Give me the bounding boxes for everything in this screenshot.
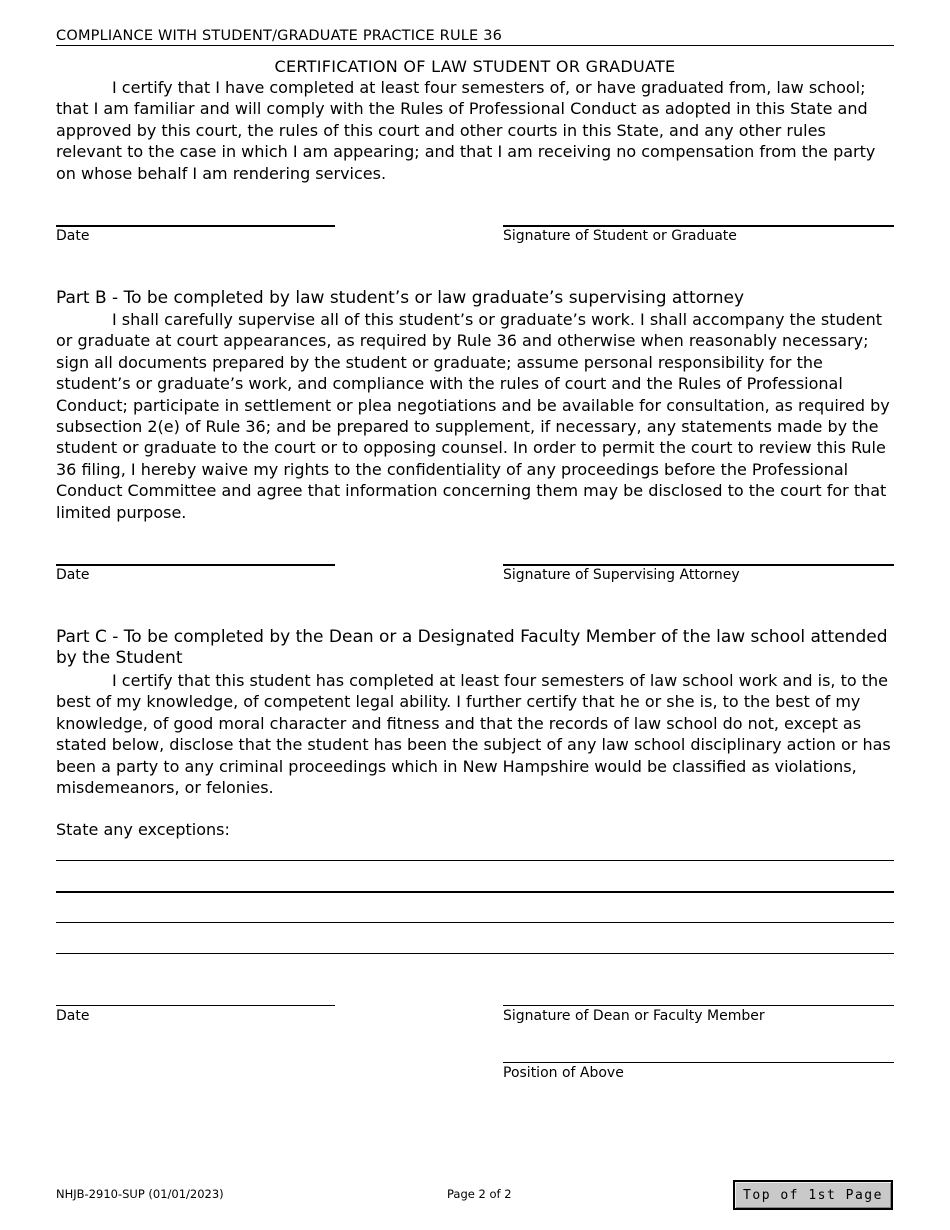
part-a-date-field[interactable] — [56, 225, 335, 227]
part-b-signature-field[interactable] — [503, 564, 894, 566]
part-c-date-label: Date — [56, 1008, 90, 1024]
position-label: Position of Above — [503, 1065, 624, 1081]
exceptions-line-3[interactable] — [56, 922, 894, 923]
exceptions-label: State any exceptions: — [56, 820, 230, 839]
exceptions-line-2[interactable] — [56, 891, 894, 893]
part-a-paragraph: I certify that I have completed at least four semesters of, or have graduated from, law school; that I am familiar and will comply with the Rules of Professional Conduct as adopted in this State and approved by this court, the rules of this court and other courts in this State, and any other rules relevant to the case in which I am appearing; and that I am receiving no compensation from the party on whose behalf I am rendering services. — [56, 78, 876, 183]
part-a-signature-field[interactable] — [503, 225, 894, 227]
certification-title: CERTIFICATION OF LAW STUDENT OR GRADUATE — [274, 57, 676, 76]
part-b-heading: Part B - To be completed by law student’s or law graduate’s supervising attorney — [56, 288, 745, 308]
part-c-heading: Part C - To be completed by the Dean or a Designated Faculty Member of the law school attended by the Student — [56, 627, 888, 668]
part-a-signature-label: Signature of Student or Graduate — [503, 228, 737, 244]
part-c-paragraph: I certify that this student has completed at least four semesters of law school work and is, to the best of my knowledge, of competent legal ability. I further certify that he or she is, to the best of my knowledge, of good moral character and fitness and that the records of law school do not, except as stated below, disclose that the student has been the subject of any law school disciplinary action or has been a party to any criminal proceedings which in New Hampshire would be classified as violations, misdemeanors, or felonies. — [56, 671, 891, 798]
part-c-signature-label: Signature of Dean or Faculty Member — [503, 1008, 765, 1024]
part-c-signature-field[interactable] — [503, 1005, 894, 1006]
form-header-title: COMPLIANCE WITH STUDENT/GRADUATE PRACTICE RULE 36 — [56, 28, 894, 46]
part-b-signature-label: Signature of Supervising Attorney — [503, 567, 740, 583]
part-b-date-label: Date — [56, 567, 90, 583]
position-field[interactable] — [503, 1062, 894, 1063]
top-of-first-page-button[interactable]: Top of 1st Page — [733, 1180, 893, 1210]
exceptions-line-1[interactable] — [56, 860, 894, 861]
part-b-paragraph: I shall carefully supervise all of this student’s or graduate’s work. I shall accompany the student or graduate at court appearances, as required by Rule 36 and otherwise when reasonably necessary; sign all documents prepared by the student or graduate; assume personal responsibility for the student’s or graduate’s work, and compliance with the rules of court and the Rules of Professional Conduct; participate in settlement or plea negotiations and be available for consultation, as required by subsection 2(e) of Rule 36; and be prepared to supplement, if necessary, any statements made by the student or graduate to the court or to opposing counsel. In order to permit the court to review this Rule 36 filing, I hereby waive my rights to the confidentiality of any proceedings before the Professional Conduct Committee and agree that information concerning them may be disclosed to the court for that limited purpose. — [56, 310, 890, 522]
part-c-date-field[interactable] — [56, 1005, 335, 1006]
page-number: Page 2 of 2 — [447, 1187, 512, 1201]
exceptions-line-4[interactable] — [56, 953, 894, 954]
part-a-date-label: Date — [56, 228, 90, 244]
form-id: NHJB-2910-SUP (01/01/2023) — [56, 1187, 224, 1201]
part-b-date-field[interactable] — [56, 564, 335, 566]
